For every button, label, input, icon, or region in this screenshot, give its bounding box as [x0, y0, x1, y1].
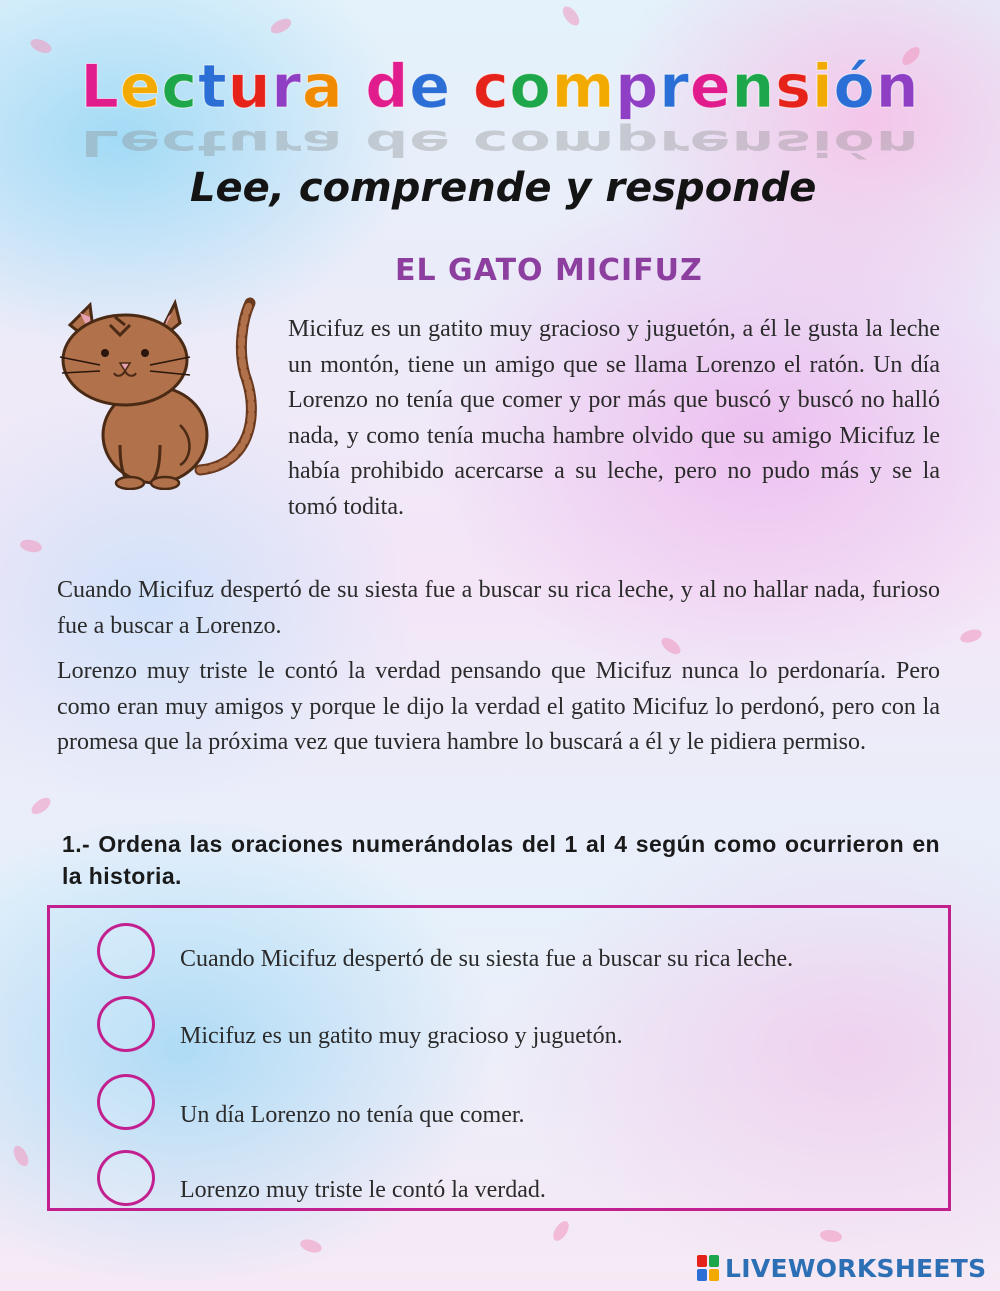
title-letter: c: [472, 52, 510, 122]
answer-circle-2[interactable]: [97, 996, 155, 1052]
cat-illustration: [50, 295, 270, 490]
logo-square: [709, 1269, 719, 1281]
title-letter: [344, 52, 366, 122]
answer-circle-1[interactable]: [97, 923, 155, 979]
title-letter: [451, 52, 473, 122]
title-letter: n: [875, 52, 920, 122]
option-text-1: Cuando Micifuz despertó de su siesta fue a buscar su rica leche.: [180, 946, 794, 972]
petal-decoration: [819, 1227, 843, 1244]
petal-decoration: [298, 1236, 323, 1256]
page-title: [0, 52, 1000, 122]
logo-square: [697, 1269, 707, 1281]
logo-icon: [697, 1255, 719, 1281]
story-title: EL GATO MICIFUZ: [395, 253, 703, 288]
title-letter: r: [271, 52, 302, 122]
story-paragraph-1: Micifuz es un gatito muy gracioso y juguetón, a él le gusta la leche un montón, tiene un amigo que se llama Lorenzo el ratón. Un día Lorenzo no tenía que comer y por más que buscó y buscó no halló nada, y como tenía mucha hambre olvido que su amigo Micifuz le había prohibido acercarse a su leche, pero no pudo más y se la tomó todita.: [288, 316, 940, 520]
logo-square: [697, 1255, 707, 1267]
option-row: [50, 996, 950, 1066]
title-letter: c: [161, 52, 198, 122]
title-letter: r: [659, 52, 690, 122]
option-text-3: Un día Lorenzo no tenía que comer.: [180, 1102, 525, 1128]
option-row: [50, 1074, 950, 1144]
option-row: [50, 1150, 950, 1220]
title-letter: m: [551, 52, 616, 122]
answer-circle-4[interactable]: [97, 1150, 155, 1206]
title-letter: e: [409, 52, 452, 122]
story-paragraph-3: Lorenzo muy triste le contó la verdad pensando que Micifuz nunca lo perdonaría. Pero como eran muy amigos y porque le dijo la verdad el gatito Micifuz lo perdonó, pero con la promesa que la próxima vez que tuviera hambre lo buscará a él y le pidiera permiso.: [57, 658, 940, 755]
petal-decoration: [28, 795, 53, 816]
title-letter: p: [615, 52, 660, 122]
option-row: [50, 918, 950, 988]
option-text-4: Lorenzo muy triste le contó la verdad.: [180, 1177, 546, 1203]
petal-decoration: [549, 1219, 572, 1244]
petal-decoration: [19, 537, 44, 556]
title-letter: ó: [833, 52, 876, 122]
title-letter: n: [731, 52, 776, 122]
petal-decoration: [959, 628, 983, 644]
question-text: 1.- Ordena las oraciones numerándolas del 1 al 4 según como ocurrieron en la historia.: [62, 831, 940, 889]
page-title-reflection: Lectura de comprensión: [80, 122, 920, 164]
answer-box: [47, 905, 951, 1211]
title-letter: d: [365, 52, 410, 122]
petal-decoration: [12, 1144, 31, 1169]
title-letter: t: [198, 52, 228, 122]
title-letter: u: [227, 52, 272, 122]
title-letter: s: [775, 52, 812, 122]
story-paragraph-2: Cuando Micifuz despertó de su siesta fue a buscar su rica leche, y al no hallar nada, furioso fue a buscar a Lorenzo.: [57, 577, 940, 639]
logo-text: LIVEWORKSHEETS: [725, 1253, 987, 1283]
title-letter: L: [80, 52, 120, 122]
option-text-2: Micifuz es un gatito muy gracioso y juguetón.: [180, 1023, 623, 1049]
title-letter: e: [119, 52, 162, 122]
page-subtitle: Lee, comprende y responde: [190, 165, 817, 211]
petal-decoration: [269, 17, 294, 36]
title-letter: o: [509, 52, 552, 122]
title-letter: i: [811, 52, 834, 122]
title-letter: e: [689, 52, 732, 122]
liveworksheets-logo[interactable]: [697, 1253, 986, 1283]
title-letter: a: [302, 52, 344, 122]
logo-square: [709, 1255, 719, 1267]
petal-decoration: [560, 3, 581, 28]
answer-circle-3[interactable]: [97, 1074, 155, 1130]
